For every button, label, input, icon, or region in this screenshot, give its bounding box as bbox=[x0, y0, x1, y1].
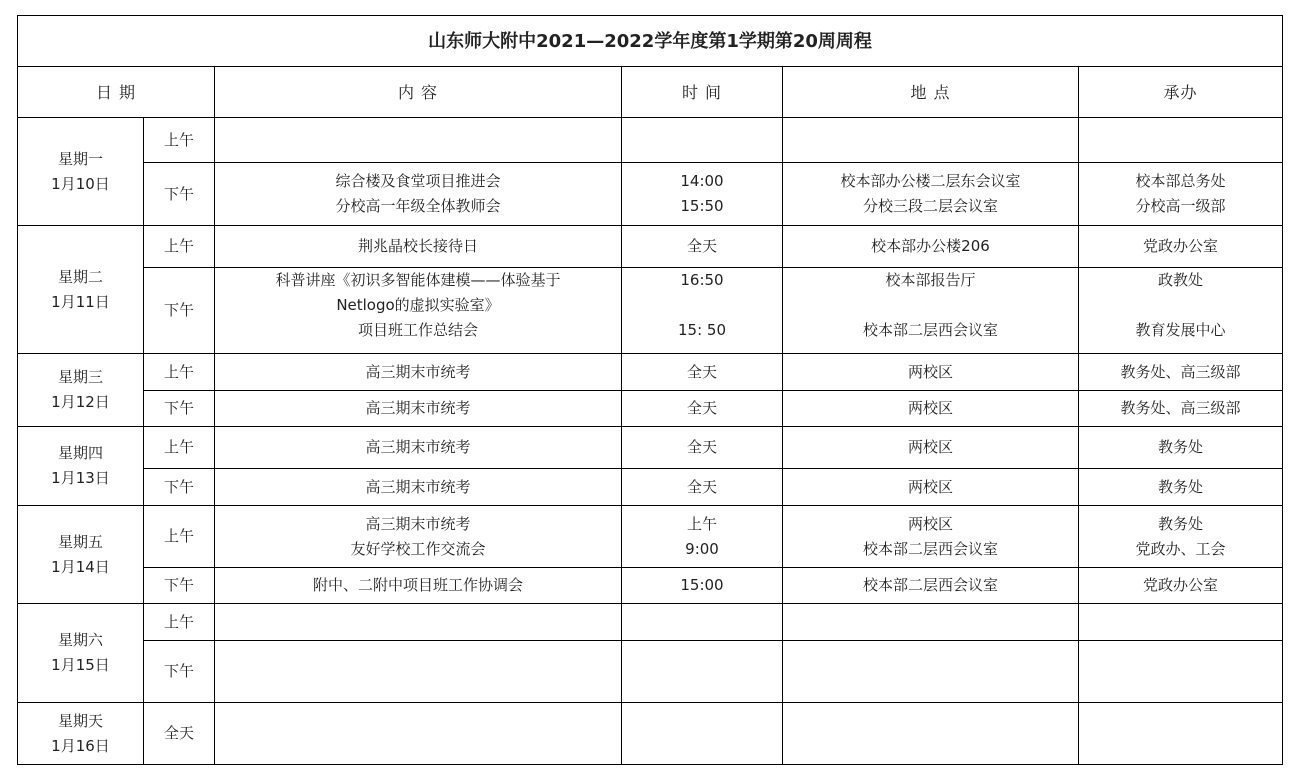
header-place: 地 点 bbox=[783, 67, 1079, 118]
weekday-label: 星期三 bbox=[57, 368, 103, 386]
time-cell bbox=[622, 506, 783, 568]
time-cell-line: 15:00 bbox=[680, 576, 724, 594]
time-cell-line: 15: 50 bbox=[678, 321, 726, 339]
host-cell-line: 分校高一级部 bbox=[1135, 197, 1226, 215]
content-cell bbox=[215, 703, 622, 765]
header-date: 日 期 bbox=[18, 67, 215, 118]
host-cell bbox=[1079, 226, 1283, 268]
time-cell-line: 全天 bbox=[686, 477, 717, 496]
host-cell-line: 党政办公室 bbox=[1143, 576, 1219, 594]
content-cell bbox=[215, 354, 622, 391]
place-cell bbox=[783, 469, 1079, 506]
time-cell-line: 上午 bbox=[686, 514, 717, 533]
time-cell bbox=[622, 641, 783, 703]
place-cell bbox=[783, 226, 1079, 268]
table-row bbox=[18, 427, 1283, 469]
table-row bbox=[18, 604, 1283, 641]
host-cell-line: 校本部总务处 bbox=[1135, 172, 1226, 190]
place-cell bbox=[783, 118, 1079, 163]
table-row bbox=[18, 703, 1283, 765]
place-cell bbox=[783, 568, 1079, 604]
host-cell-line: 党政办、工会 bbox=[1135, 539, 1226, 558]
time-cell-line: 9:00 bbox=[685, 539, 719, 558]
content-cell-line: 分校高一年级全体教师会 bbox=[335, 197, 501, 215]
place-cell bbox=[783, 641, 1079, 703]
host-cell bbox=[1079, 469, 1283, 506]
table-row bbox=[18, 568, 1283, 604]
place-cell-line: 校本部办公楼二层东会议室 bbox=[840, 172, 1021, 190]
place-cell bbox=[783, 391, 1079, 427]
weekday-label: 星期天 bbox=[57, 711, 103, 730]
host-cell bbox=[1079, 354, 1283, 391]
period-cell: 上午 bbox=[144, 604, 215, 641]
content-cell-line: 荆兆晶校长接待日 bbox=[357, 237, 478, 255]
content-cell-line: 科普讲座《初识多智能体建模——体验基于 bbox=[275, 271, 561, 289]
weekday-label: 星期二 bbox=[57, 267, 103, 286]
host-cell bbox=[1079, 118, 1283, 163]
page-title: 山东师大附中2021—2022学年度第1学期第20周周程 bbox=[18, 16, 1283, 67]
place-cell bbox=[783, 604, 1079, 641]
content-cell bbox=[215, 391, 622, 427]
time-cell bbox=[622, 268, 783, 354]
date-label: 1月14日 bbox=[51, 557, 110, 576]
place-cell-line: 两校区 bbox=[907, 477, 953, 496]
header-host: 承办 bbox=[1079, 67, 1283, 118]
host-cell bbox=[1079, 506, 1283, 568]
host-cell-line: 党政办公室 bbox=[1143, 237, 1219, 255]
content-cell bbox=[215, 268, 622, 354]
place-cell bbox=[783, 268, 1079, 354]
content-cell-line: 项目班工作总结会 bbox=[357, 321, 478, 339]
table-row bbox=[18, 391, 1283, 427]
content-cell-line: 高三期末市统考 bbox=[365, 514, 471, 533]
time-cell bbox=[622, 568, 783, 604]
table-row bbox=[18, 469, 1283, 506]
place-cell-line: 两校区 bbox=[907, 399, 953, 417]
content-cell bbox=[215, 604, 622, 641]
host-cell bbox=[1079, 703, 1283, 765]
date-label: 1月10日 bbox=[51, 174, 110, 193]
period-cell: 上午 bbox=[144, 118, 215, 163]
host-cell-line: 政教处 bbox=[1158, 271, 1204, 289]
period-cell: 上午 bbox=[144, 226, 215, 268]
content-cell-line: 高三期末市统考 bbox=[365, 477, 471, 496]
place-cell-line: 分校三段二层会议室 bbox=[862, 197, 998, 215]
host-cell-line: 教务处、高三级部 bbox=[1120, 399, 1241, 417]
content-cell-line: Netlogo的虚拟实验室》 bbox=[336, 296, 500, 314]
header-row bbox=[18, 67, 1283, 118]
content-cell-line: 附中、二附中项目班工作协调会 bbox=[312, 576, 523, 594]
header-content: 内 容 bbox=[215, 67, 622, 118]
host-cell bbox=[1079, 268, 1283, 354]
period-cell: 上午 bbox=[144, 354, 215, 391]
time-cell bbox=[622, 469, 783, 506]
host-cell-line bbox=[1079, 293, 1282, 318]
host-cell bbox=[1079, 427, 1283, 469]
content-cell bbox=[215, 469, 622, 506]
content-cell bbox=[215, 427, 622, 469]
time-cell-line: 全天 bbox=[686, 237, 717, 255]
time-cell bbox=[622, 118, 783, 163]
period-cell: 全天 bbox=[144, 703, 215, 765]
day-cell bbox=[18, 506, 144, 604]
place-cell-line: 两校区 bbox=[907, 438, 953, 456]
host-cell bbox=[1079, 163, 1283, 226]
place-cell-line: 校本部二层西会议室 bbox=[862, 539, 998, 558]
period-cell: 下午 bbox=[144, 268, 215, 354]
time-cell bbox=[622, 427, 783, 469]
content-cell bbox=[215, 568, 622, 604]
weekday-label: 星期四 bbox=[57, 444, 103, 462]
content-cell bbox=[215, 163, 622, 226]
time-cell-line bbox=[622, 293, 782, 318]
content-cell-line: 高三期末市统考 bbox=[365, 362, 471, 381]
date-label: 1月13日 bbox=[51, 469, 110, 487]
period-cell: 下午 bbox=[144, 641, 215, 703]
day-cell bbox=[18, 427, 144, 506]
place-cell-line: 校本部二层西会议室 bbox=[862, 321, 998, 339]
period-cell: 下午 bbox=[144, 469, 215, 506]
content-cell-line: 高三期末市统考 bbox=[365, 438, 471, 456]
period-cell: 下午 bbox=[144, 163, 215, 226]
host-cell-line: 教育发展中心 bbox=[1135, 321, 1226, 339]
date-label: 1月12日 bbox=[51, 393, 110, 411]
day-cell bbox=[18, 354, 144, 427]
time-cell-line: 全天 bbox=[686, 362, 717, 381]
content-cell bbox=[215, 641, 622, 703]
weekday-label: 星期五 bbox=[57, 532, 103, 551]
weekday-label: 星期六 bbox=[57, 631, 103, 649]
day-cell bbox=[18, 226, 144, 354]
content-cell bbox=[215, 118, 622, 163]
host-cell-line: 教务处 bbox=[1158, 514, 1204, 533]
table-row bbox=[18, 268, 1283, 354]
place-cell-line: 校本部办公楼206 bbox=[871, 237, 990, 255]
host-cell bbox=[1079, 391, 1283, 427]
place-cell bbox=[783, 427, 1079, 469]
table-row bbox=[18, 118, 1283, 163]
content-cell-line: 高三期末市统考 bbox=[365, 399, 471, 417]
period-cell: 上午 bbox=[144, 427, 215, 469]
header-time: 时 间 bbox=[622, 67, 783, 118]
host-cell bbox=[1079, 604, 1283, 641]
time-cell bbox=[622, 391, 783, 427]
time-cell-line: 16:50 bbox=[680, 271, 724, 289]
content-cell bbox=[215, 226, 622, 268]
period-cell: 下午 bbox=[144, 568, 215, 604]
place-cell bbox=[783, 506, 1079, 568]
place-cell-line: 两校区 bbox=[907, 362, 953, 381]
time-cell bbox=[622, 703, 783, 765]
host-cell bbox=[1079, 641, 1283, 703]
time-cell bbox=[622, 226, 783, 268]
place-cell-line: 两校区 bbox=[907, 514, 953, 533]
host-cell-line: 教务处、高三级部 bbox=[1120, 362, 1241, 381]
time-cell-line: 15:50 bbox=[680, 197, 724, 215]
day-cell bbox=[18, 703, 144, 765]
time-cell bbox=[622, 604, 783, 641]
period-cell: 下午 bbox=[144, 391, 215, 427]
time-cell-line: 14:00 bbox=[680, 172, 724, 190]
time-cell bbox=[622, 354, 783, 391]
place-cell-line: 校本部二层西会议室 bbox=[862, 576, 998, 594]
day-cell bbox=[18, 604, 144, 703]
place-cell bbox=[783, 703, 1079, 765]
table-row bbox=[18, 163, 1283, 226]
content-cell bbox=[215, 506, 622, 568]
table-row bbox=[18, 506, 1283, 568]
period-cell: 上午 bbox=[144, 506, 215, 568]
time-cell-line: 全天 bbox=[686, 399, 717, 417]
date-label: 1月16日 bbox=[51, 736, 110, 755]
date-label: 1月15日 bbox=[51, 656, 110, 674]
date-label: 1月11日 bbox=[51, 292, 110, 311]
time-cell bbox=[622, 163, 783, 226]
table-row bbox=[18, 226, 1283, 268]
table-row bbox=[18, 641, 1283, 703]
place-cell-line bbox=[783, 293, 1078, 318]
weekly-schedule-table bbox=[17, 15, 1283, 765]
place-cell bbox=[783, 163, 1079, 226]
day-cell bbox=[18, 118, 144, 226]
schedule-body bbox=[18, 118, 1283, 765]
table-row bbox=[18, 354, 1283, 391]
time-cell-line: 全天 bbox=[686, 438, 717, 456]
content-cell-line: 综合楼及食堂项目推进会 bbox=[335, 172, 501, 190]
host-cell-line: 教务处 bbox=[1158, 477, 1204, 496]
host-cell-line: 教务处 bbox=[1158, 438, 1204, 456]
place-cell bbox=[783, 354, 1079, 391]
host-cell bbox=[1079, 568, 1283, 604]
weekday-label: 星期一 bbox=[57, 149, 103, 168]
place-cell-line: 校本部报告厅 bbox=[885, 271, 976, 289]
content-cell-line: 友好学校工作交流会 bbox=[350, 539, 486, 558]
